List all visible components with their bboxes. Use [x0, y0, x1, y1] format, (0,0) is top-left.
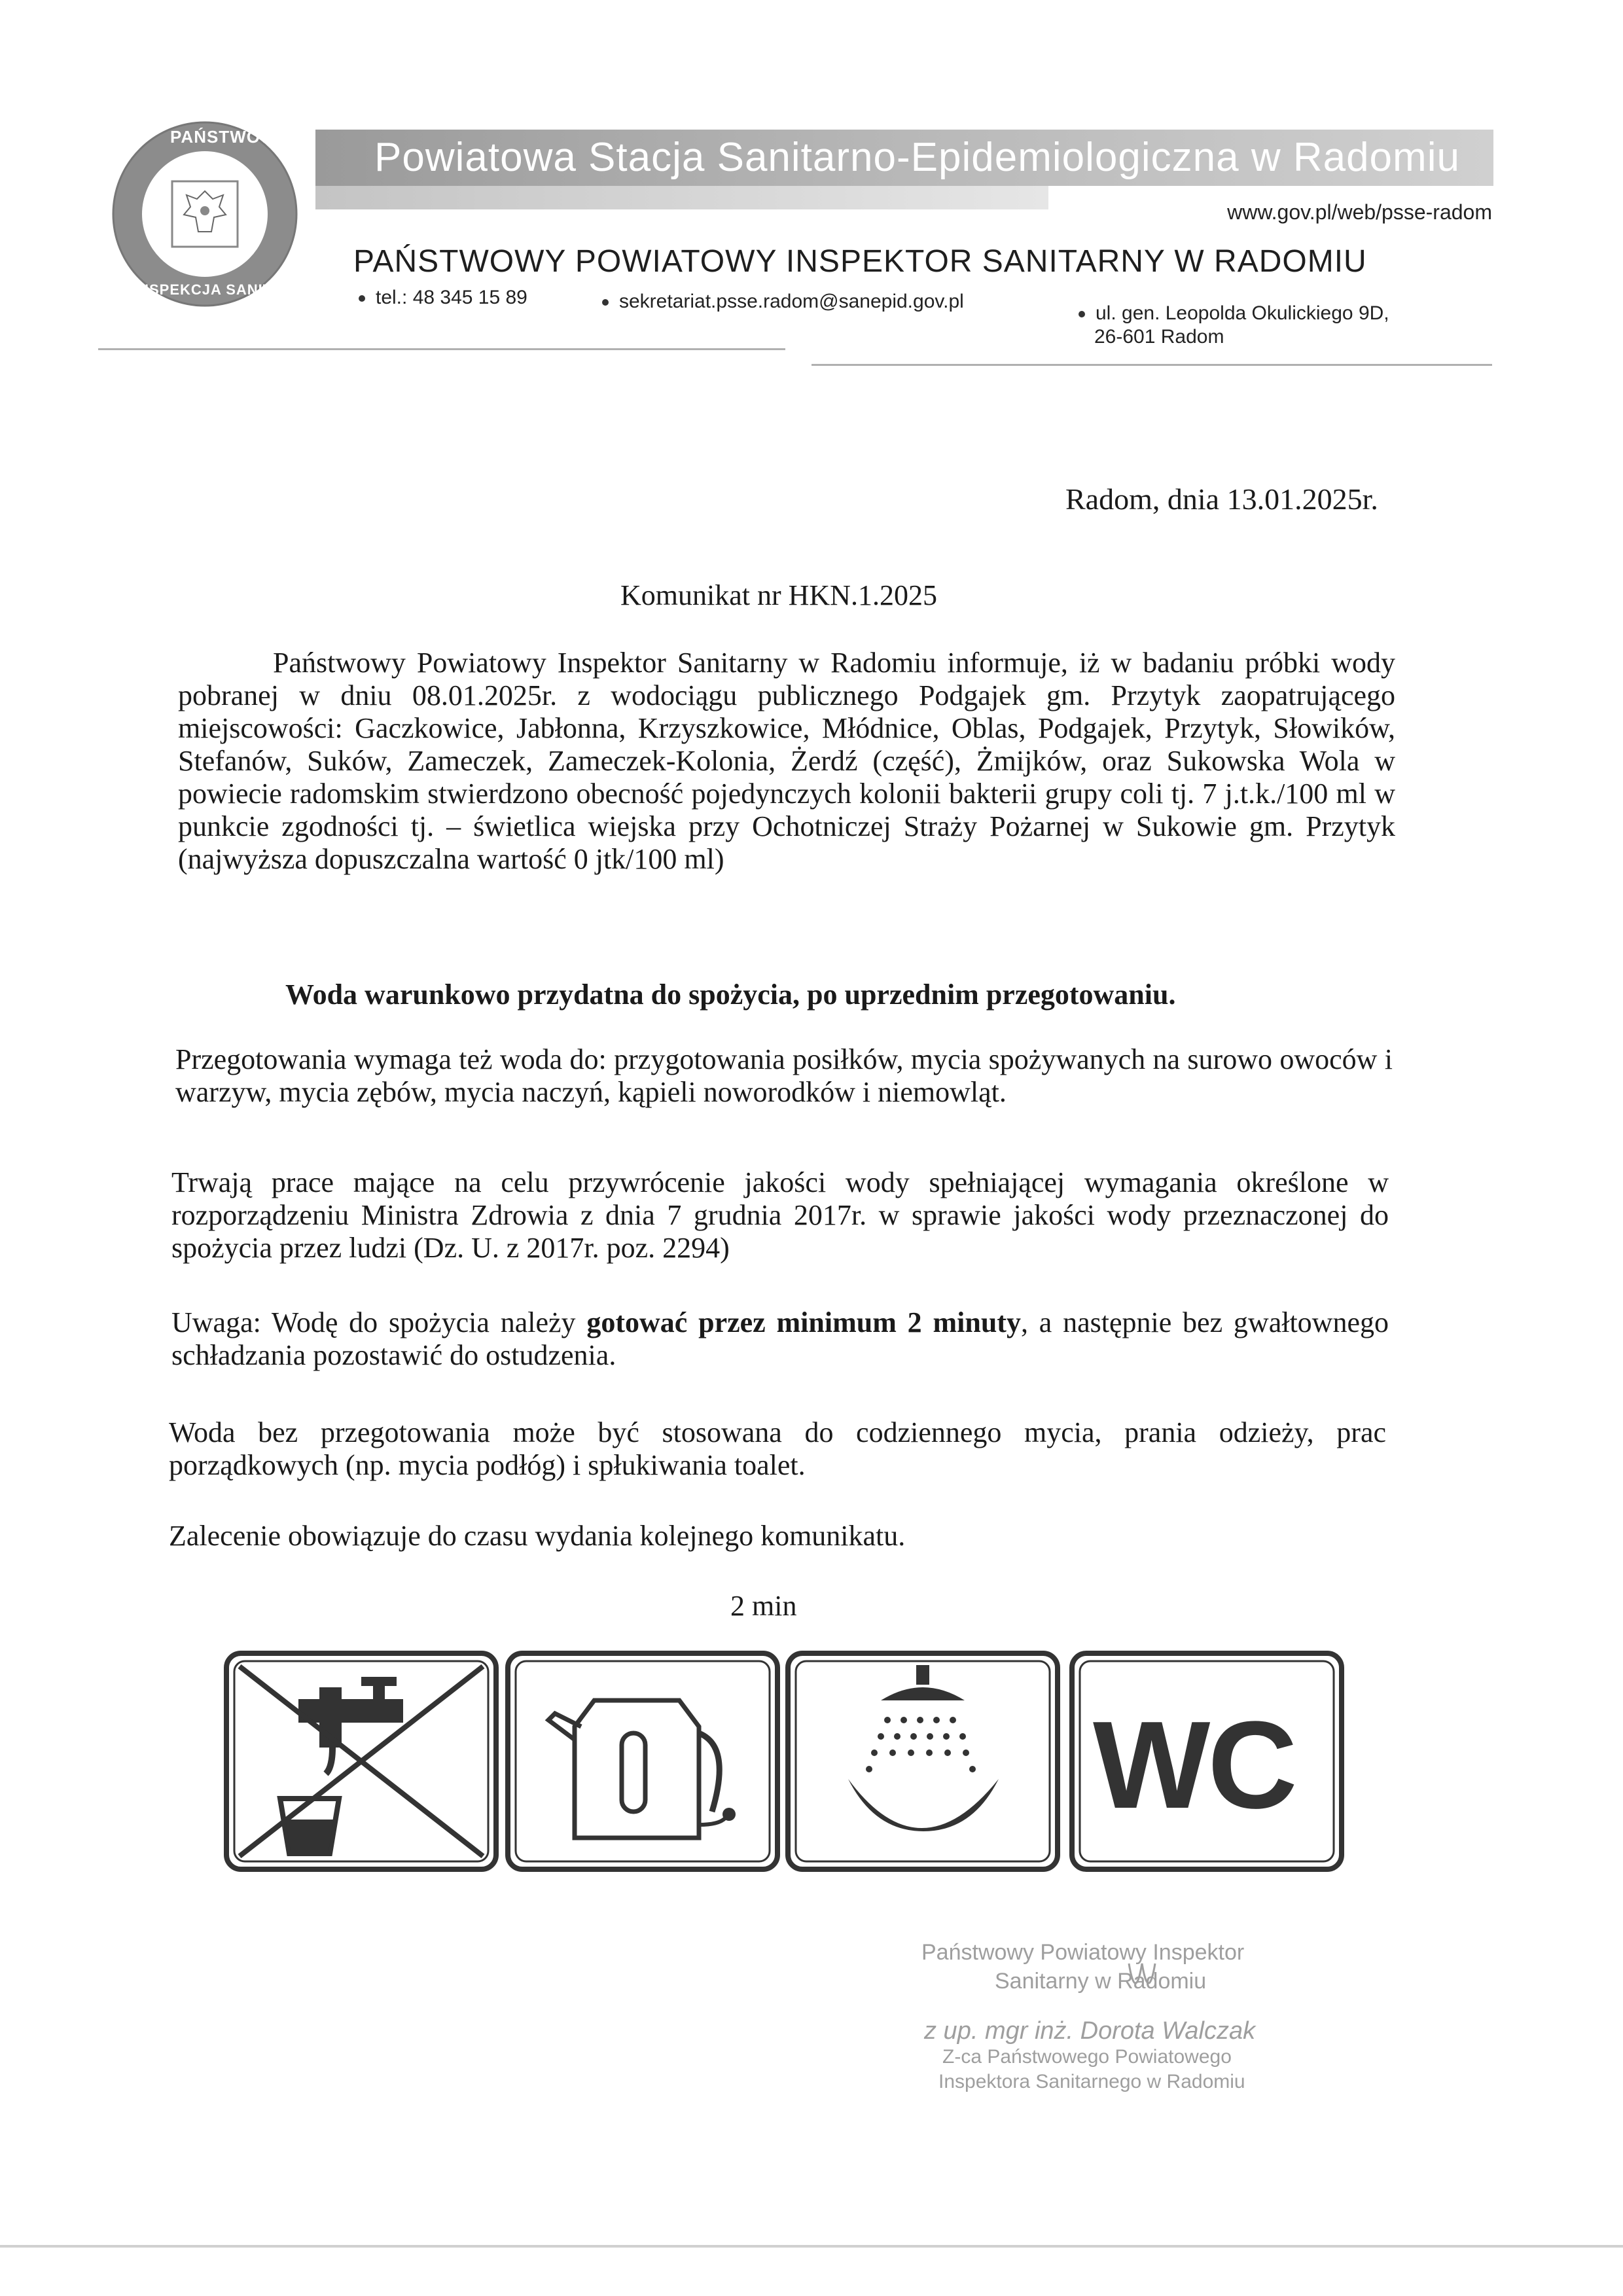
stamp-line-1: Państwowy Powiatowy Inspektor [921, 1940, 1245, 1965]
baby-bath-shower-icon [783, 1648, 1063, 1874]
bullet-icon [1079, 311, 1085, 317]
permitted-use-paragraph: Woda bez przegotowania może być stosowana do codziennego mycia, prania odzieży, prac porządkowych (np. mycia podłóg) i spłukiwania toalet. [169, 1416, 1386, 1481]
institution-banner: Powiatowa Stacja Sanitarno-Epidemiologiczna w Radomiu [315, 130, 1493, 186]
communique-title: Komunikat nr HKN.1.2025 [620, 579, 937, 611]
bullet-icon [602, 299, 609, 306]
notice-paragraph: Państwowy Powiatowy Inspektor Sanitarny w Radomiu informuje, iż w badaniu próbki wody pobranej w dniu 08.01.2025r. z wodociągu publicznego Podgajek gm. Przytyk zaopatrującego miejscowości: Gaczkowice, Jabłonna, Krzyszkowice, Młódnice, Oblas, Podgajek, Przytyk, Słowików, Stefanów, Suków, Zameczek, Zameczek-Kolonia, Żerdź (część), Żmijków, oraz Sukowska Wola w powiecie radomskim stwierdzono obecność pojedynczych kolonii bakterii grupy coli tj. 7 j.t.k./100 ml w punkcie zgodności tj. – świetlica wiejska przy Ochotniczej Straży Pożarnej w Sukowie gm. Przytyk (najwyższa dopuszczalna wartość 0 jtk/100 ml) [178, 647, 1395, 875]
warning-text-end: , a następnie bez gwałtownego schładzania pozostawić do ostudzenia. [171, 1306, 1389, 1371]
banner-underlay [315, 186, 1048, 209]
inspector-heading: PAŃSTWOWY POWIATOWY INSPEKTOR SANITARNY W RADOMIU [353, 244, 1367, 279]
seal-text-top: PAŃSTWOWA [170, 127, 289, 147]
warning-text-start: Uwaga: Wodę do spożycia należy [171, 1306, 587, 1338]
document-date: Radom, dnia 13.01.2025r. [1065, 482, 1378, 516]
email-contact[interactable] [602, 291, 964, 313]
website-link[interactable]: www.gov.pl/web/psse-radom [1227, 200, 1492, 224]
handwritten-signature [1122, 1957, 1162, 2009]
water-status-headline: Woda warunkowo przydatna do spożycia, po uprzednim przegotowaniu. [285, 978, 1176, 1011]
page-bottom-border [0, 2245, 1623, 2248]
validity-paragraph: Zalecenie obowiązuje do czasu wydania kolejnego komunikatu. [169, 1520, 906, 1552]
no-tap-water-icon [221, 1648, 501, 1874]
boiling-requirement-paragraph: Przegotowania wymaga też woda do: przygotowania posiłków, mycia spożywanych na surowo owoców i warzyw, mycia zębów, mycia naczyń, kąpieli noworodków i niemowląt. [175, 1043, 1393, 1108]
address-contact [1079, 302, 1389, 325]
electric-kettle-icon [503, 1648, 783, 1874]
address-line1: ul. gen. Leopolda Okulickiego 9D, [1096, 302, 1389, 324]
header-divider-right [812, 364, 1492, 366]
address-postal: 26-601 Radom [1094, 326, 1224, 348]
phone-text: tel.: 48 345 15 89 [376, 287, 527, 308]
email-text: sekretariat.psse.radom@sanepid.gov.pl [619, 291, 964, 312]
phone-contact [359, 287, 527, 309]
bullet-icon [359, 295, 365, 302]
boiling-time-label: 2 min [730, 1590, 797, 1622]
warning-text-bold: gotować przez minimum 2 minuty [586, 1306, 1021, 1338]
wc-label: WC [1093, 1696, 1295, 1835]
remediation-paragraph: Trwają prace mające na celu przywrócenie jakości wody spełniającej wymagania określone w rozporządzeniu Ministra Zdrowia z dnia 7 grudnia 2017r. w sprawie jakości wody przeznaczonej do spożycia przez ludzi (Dz. U. z 2017r. poz. 2294) [171, 1166, 1389, 1264]
stamp-line-4: Z-ca Państwowego Powiatowego [942, 2046, 1232, 2068]
stamp-line-5: Inspektora Sanitarnego w Radomiu [938, 2071, 1245, 2092]
warning-paragraph [171, 1306, 1389, 1372]
header-divider-left [98, 348, 785, 350]
state-sanitary-inspection-seal [110, 119, 316, 309]
seal-text-bottom: INSPEKCJA SANITARNA [134, 281, 316, 298]
toilet-wc-icon [1067, 1648, 1347, 1874]
stamp-line-3: z up. mgr inż. Dorota Walczak [924, 2017, 1256, 2045]
stamp-line-2: Sanitarny w Radomiu [995, 1969, 1207, 1994]
